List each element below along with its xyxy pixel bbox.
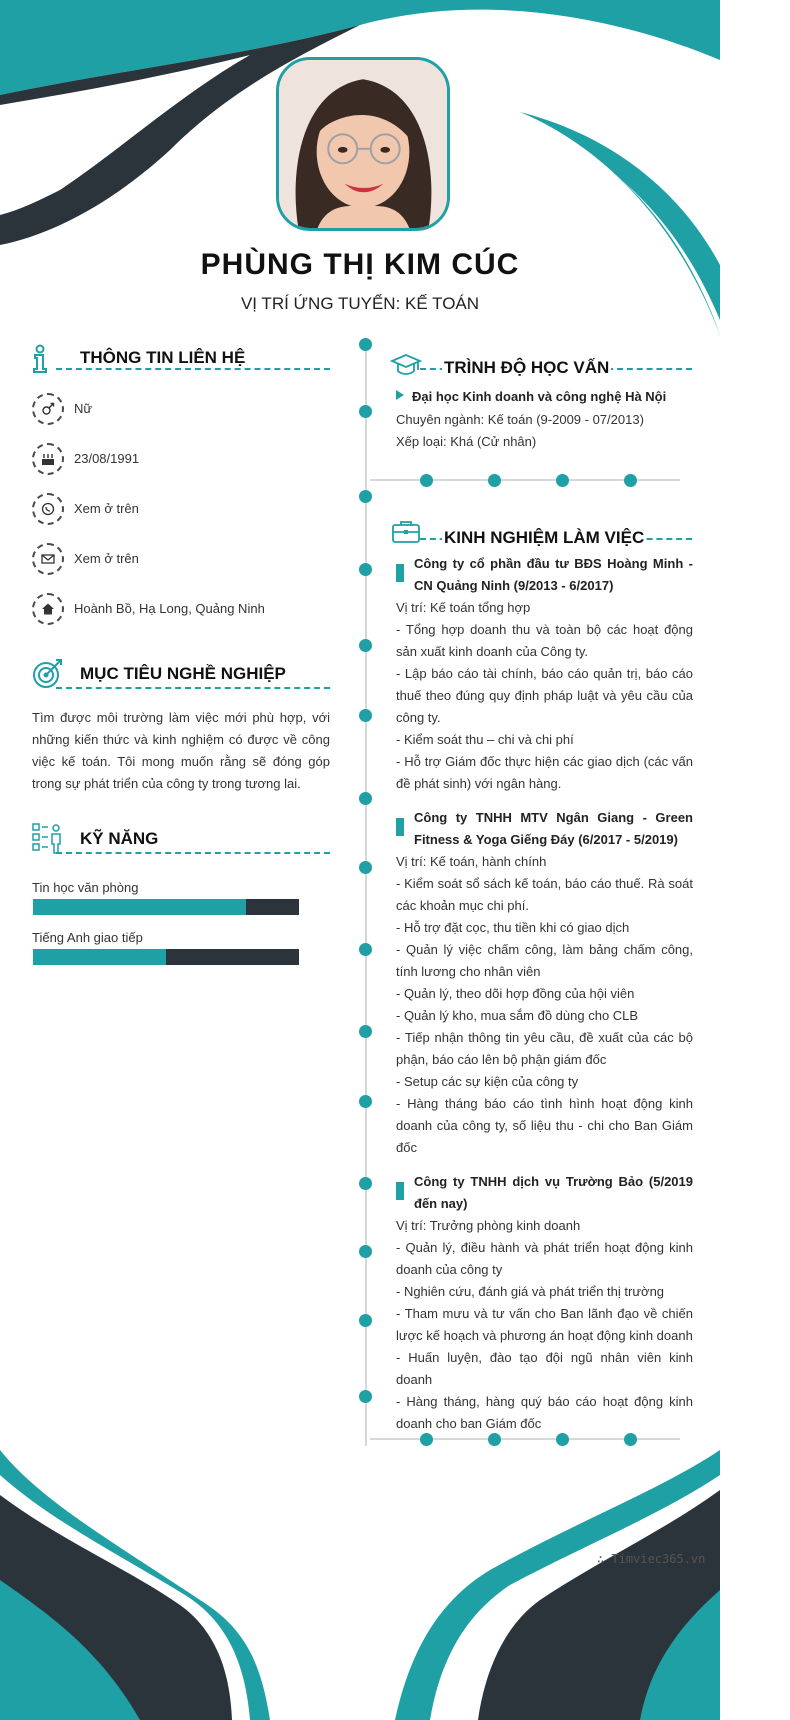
contact-birthday-row <box>32 443 332 475</box>
timeline-dot <box>359 1177 372 1190</box>
job-detail-line: - Lập báo cáo tài chính, báo cáo quản trị, báo cáo thuế theo đúng quy định pháp luật và yêu cầu của công ty. <box>396 666 693 725</box>
address-value: Hoành Bồ, Hạ Long, Quảng Ninh <box>74 601 265 616</box>
skill-label-english: Tiếng Anh giao tiếp <box>32 930 143 945</box>
gender-icon <box>41 402 55 416</box>
job-marker <box>396 564 404 582</box>
divider-dot <box>488 474 501 487</box>
contact-gender-row <box>32 393 332 425</box>
arrow-icon <box>396 390 404 400</box>
job-marker <box>396 1182 404 1200</box>
job-detail-line: - Quản lý, theo dõi hợp đồng của hội viên <box>396 986 635 1001</box>
job-detail-line: Vị trí: Kế toán, hành chính <box>396 854 547 869</box>
phone-value: Xem ở trên <box>74 501 139 516</box>
job-detail-line: - Hỗ trợ đặt cọc, thu tiền khi có giao dịch <box>396 920 630 935</box>
skill-bar-english <box>33 949 299 965</box>
timeline-dot <box>359 563 372 576</box>
skill-bar-office <box>33 899 299 915</box>
skill-fill <box>33 949 166 965</box>
divider-dot <box>556 1433 569 1446</box>
job-detail-line: - Kiểm soát thu – chi và chi phí <box>396 732 574 747</box>
contact-section-title: THÔNG TIN LIÊN HỆ <box>80 348 246 367</box>
timeline-dot <box>359 943 372 956</box>
objective-text: Tìm được môi trường làm việc mới phù hợp, với những kiến thức và kinh nghiệm có được về công việc kế toán. Tôi mong muốn rằng sẽ đóng góp trong sự phát triển của công ty trong tương lai. <box>32 710 330 791</box>
job-detail-line: - Kiểm soát sổ sách kế toán, báo cáo thuế. Rà soát các khoản mục chi phí. <box>396 876 693 913</box>
job-company <box>396 553 693 597</box>
skill-label-office: Tin học văn phòng <box>32 880 139 895</box>
gender-icon-ring <box>32 393 64 425</box>
job-details <box>396 851 693 1159</box>
divider-dot <box>624 474 637 487</box>
contact-address-row <box>32 593 332 625</box>
timeline-dot <box>359 1095 372 1108</box>
candidate-name: PHÙNG THỊ KIM CÚC <box>200 248 520 281</box>
timeline-dot <box>359 405 372 418</box>
job-detail-line: - Hàng tháng, hàng quý báo cáo hoạt động kinh doanh cho ban Giám đốc <box>396 1394 693 1431</box>
graduation-cap-icon <box>390 350 422 382</box>
job-company-name: Công ty cổ phần đầu tư BĐS Hoàng Minh - CN Quảng Ninh (9/2013 - 6/2017) <box>414 556 693 593</box>
home-icon <box>41 602 55 616</box>
timeline-line <box>365 340 367 1446</box>
contact-email-row <box>32 543 332 575</box>
divider-dot <box>420 474 433 487</box>
objective-section-title: MỤC TIÊU NGHỀ NGHIỆP <box>80 664 286 683</box>
job-detail-line: - Hàng tháng báo cáo tình hình hoạt động kinh doanh của công ty, số liệu thu - chi cho Ban Giám đốc <box>396 1096 693 1155</box>
job-detail-line: - Nghiên cứu, đánh giá và phát triển thị trường <box>396 1284 665 1299</box>
divider-dot <box>420 1433 433 1446</box>
experience-section-title: KINH NGHIỆM LÀM VIỆC <box>444 528 645 547</box>
timeline-dot <box>359 490 372 503</box>
divider-dot <box>624 1433 637 1446</box>
job-details <box>396 1215 693 1435</box>
timeline-dot <box>359 709 372 722</box>
job-detail-line: - Quản lý, điều hành và phát triển hoạt động kinh doanh của công ty <box>396 1240 693 1277</box>
job-entry <box>396 553 693 795</box>
job-company-name: Công ty TNHH dịch vụ Trường Bảo (5/2019 đến nay) <box>414 1174 693 1211</box>
job-details <box>396 597 693 795</box>
job-detail-line: - Tiếp nhận thông tin yêu cầu, đề xuất của các bộ phận, báo cáo lên bộ phận giám đốc <box>396 1030 693 1067</box>
education-school <box>396 389 666 404</box>
school-name: Đại học Kinh doanh và công nghệ Hà Nội <box>412 389 667 404</box>
timeline-dot <box>359 1025 372 1038</box>
timeline-dot <box>359 639 372 652</box>
job-detail-line: - Hỗ trợ Giám đốc thực hiện các giao dịch (các vấn đề phát sinh) với ngân hàng. <box>396 754 693 791</box>
target-icon <box>32 657 64 689</box>
timeline-dot <box>359 338 372 351</box>
info-icon <box>27 343 59 375</box>
timeline-dot <box>359 861 372 874</box>
divider-dot <box>556 474 569 487</box>
job-detail-line: - Quản lý kho, mua sắm đồ dùng cho CLB <box>396 1008 639 1023</box>
skill-fill <box>33 899 246 915</box>
objective-title-dash <box>56 687 330 689</box>
job-detail-line: - Setup các sự kiện của công ty <box>396 1074 579 1089</box>
education-grade: Xếp loại: Khá (Cử nhân) <box>396 434 537 449</box>
job-entry <box>396 1171 693 1435</box>
mail-icon <box>41 552 55 566</box>
timeline-dot <box>359 1390 372 1403</box>
education-section-title: TRÌNH ĐỘ HỌC VẤN <box>444 358 610 377</box>
applied-position: VỊ TRÍ ỨNG TUYỂN: KẾ TOÁN <box>240 294 480 313</box>
job-company <box>396 807 693 851</box>
timeline-dot <box>359 1245 372 1258</box>
email-value: Xem ở trên <box>74 551 139 566</box>
divider-dot <box>488 1433 501 1446</box>
phone-icon-ring <box>32 493 64 525</box>
skills-title-dash <box>56 852 330 854</box>
education-major: Chuyên ngành: Kế toán (9-2009 - 07/2013) <box>396 412 644 427</box>
timeline-dot <box>359 1314 372 1327</box>
cake-icon-ring <box>32 443 64 475</box>
job-detail-line: - Tổng hợp doanh thu và toàn bộ các hoạt động sản xuất kinh doanh của Công ty. <box>396 622 693 659</box>
job-detail-line: - Tham mưu và tư vấn cho Ban lãnh đạo về chiến lược kế hoạch và phương án hoạt động kinh doanh <box>396 1306 693 1343</box>
mail-icon-ring <box>32 543 64 575</box>
job-company-name: Công ty TNHH MTV Ngân Giang - Green Fitness & Yoga Giếng Đáy (6/2017 - 5/2019) <box>414 810 693 847</box>
cake-icon <box>41 452 55 466</box>
bottom-wave-decoration <box>0 1420 720 1720</box>
profile-photo <box>276 57 450 231</box>
contact-phone-row <box>32 493 332 525</box>
site-watermark: ∴ Timviec365.vn <box>597 1552 706 1566</box>
job-detail-line: Vị trí: Kế toán tổng hợp <box>396 600 531 615</box>
job-detail-line: Vị trí: Trưởng phòng kinh doanh <box>396 1218 581 1233</box>
gender-value: Nữ <box>74 401 93 416</box>
job-entry <box>396 807 693 1159</box>
skills-icon <box>32 822 64 854</box>
phone-icon <box>41 502 55 516</box>
skills-section-title: KỸ NĂNG <box>80 829 159 848</box>
timeline-dot <box>359 792 372 805</box>
job-marker <box>396 818 404 836</box>
job-detail-line: - Huấn luyện, đào tạo đội ngũ nhân viên kinh doanh <box>396 1350 693 1387</box>
birthday-value: 23/08/1991 <box>74 451 140 466</box>
contact-title-dash <box>56 368 330 370</box>
home-icon-ring <box>32 593 64 625</box>
briefcase-icon <box>390 516 422 548</box>
job-detail-line: - Quản lý việc chấm công, làm bảng chấm công, tính lương cho nhân viên <box>396 942 693 979</box>
job-company <box>396 1171 693 1215</box>
